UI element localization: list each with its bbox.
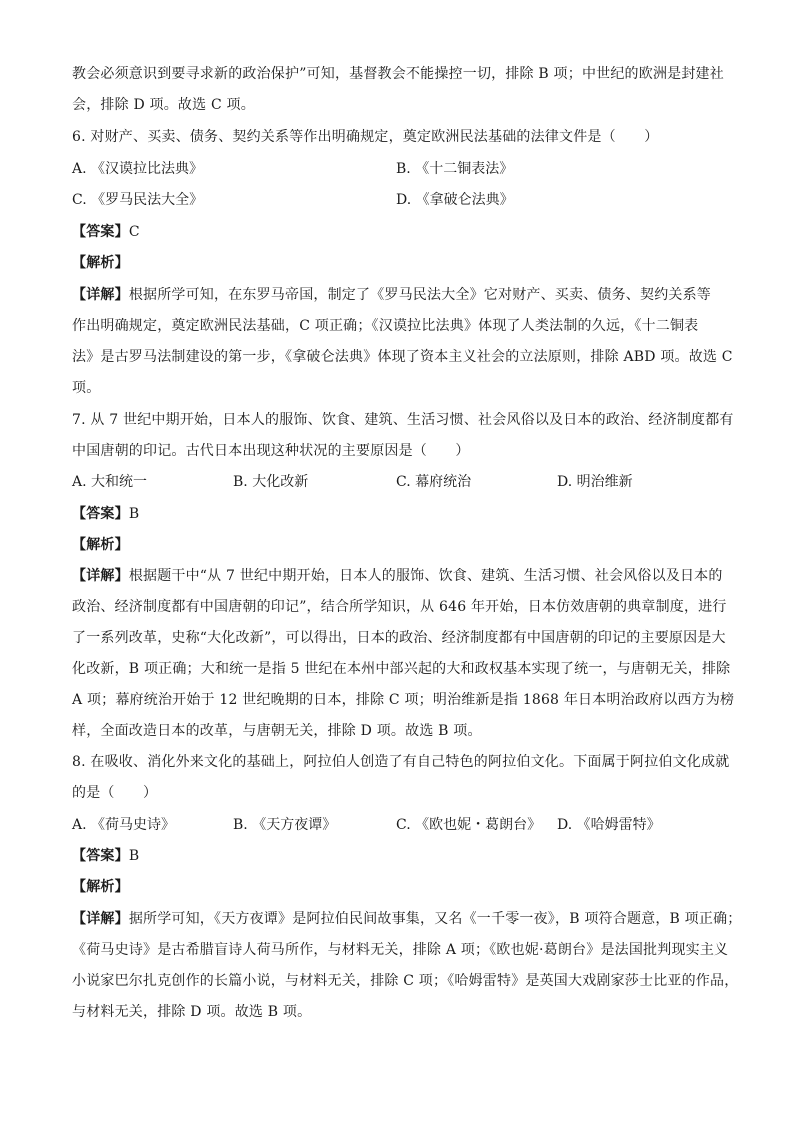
q6-option-b: B. 《十二铜表法》 [396,161,514,177]
q8-option-a: A. 《荷马史诗》 [72,817,176,833]
answer-value: B [128,848,140,864]
question-8-stem: 的是（ ） [72,785,158,801]
intro-line: 教会必须意识到要寻求新的政治保护”可知，基督教会不能操控一切，排除 B 项；中世纪的欧洲是封建社 [72,66,724,82]
question-6-stem: 6. 对财产、买卖、债务、契约关系等作出明确规定，奠定欧洲民法基础的法律文件是（ ） [72,129,659,145]
detail-tag: 【详解】 [72,287,129,303]
q8-analysis-heading [72,877,732,897]
q7-detail-line: 化改新，B 项正确；大和统一是指 5 世纪在本州中部兴起的大和政权基本实现了统一，与唐朝无关，排除 [72,661,731,677]
analysis-tag: 【解析】 [72,255,129,271]
q6-option-c: C. 《罗马民法大全》 [72,192,204,208]
q7-option-c: C. 幕府统治 [396,474,472,490]
q6-detail-line: 法》是古罗马法制建设的第一步，《拿破仑法典》体现了资本主义社会的立法原则，排除 ABD 项。故选 C [72,349,733,365]
q7-option-a: A. 大和统一 [72,474,148,490]
q6-detail-line: 作出明确规定，奠定欧洲民法基础，C 项正确；《汉谟拉比法典》体现了人类法制的久远，《十二铜表 [72,318,699,334]
question-7-stem: 7. 从 7 世纪中期开始，日本人的服饰、饮食、建筑、生活习惯、社会风俗以及日本的政治、经济制度都有 [72,412,734,428]
q7-detail-line: 政治、经济制度都有中国唐朝的印记”，结合所学知识，从 646 年开始，日本仿效唐朝的典章制度，进行 [72,599,727,615]
analysis-tag: 【解析】 [72,537,129,553]
q8-detail-line [72,909,742,929]
q8-detail-line: 与材料无关，排除 D 项。故选 B 项。 [72,1004,312,1020]
q8-option-c: C. 《欧也妮・葛朗台》 [396,817,542,833]
q6-detail-line [72,285,732,305]
q8-option-d: D. 《哈姆雷特》 [557,817,661,833]
answer-tag: 【答案】 [72,224,129,240]
detail-tag: 【详解】 [72,911,129,927]
q7-detail-line: 样，全面改造日本的改革，与唐朝无关，排除 D 项。故选 B 项。 [72,723,482,739]
detail-tag: 【详解】 [72,568,129,584]
q6-answer [72,222,732,242]
q7-analysis-heading [72,535,732,555]
answer-value: C [128,224,140,240]
analysis-tag: 【解析】 [72,879,129,895]
q7-detail-line: A 项；幕府统治开始于 12 世纪晚期的日本，排除 C 项；明治维新是指 1868 年日本明治政府以西方为榜 [72,692,735,708]
question-8-stem: 8. 在吸收、消化外来文化的基础上，阿拉伯人创造了有自己特色的阿拉伯文化。下面属于阿拉伯文化成就 [72,754,730,770]
q7-detail-line [72,566,732,586]
q8-detail-line: 小说家巴尔扎克创作的长篇小说，与材料无关，排除 C 项；《哈姆雷特》是英国大戏剧家莎士比亚的作品， [72,973,739,989]
q8-detail-line: 《荷马史诗》是古希腊盲诗人荷马所作，与材料无关，排除 A 项；《欧也妮·葛朗台》是法国批判现实主义 [72,942,729,958]
detail-text: 据所学可知，《天方夜谭》是阿拉伯民间故事集，又名《一千零一夜》，B 项符合题意，B 项正确； [128,911,742,927]
q8-answer [72,846,732,866]
q6-option-d: D. 《拿破仑法典》 [396,192,514,208]
intro-line: 会，排除 D 项。故选 C 项。 [72,97,255,113]
q7-answer [72,504,732,524]
q6-analysis-heading [72,253,732,273]
q7-option-d: D. 明治维新 [557,474,633,490]
answer-tag: 【答案】 [72,848,129,864]
answer-value: B [128,506,140,522]
detail-text: 根据题干中“从 7 世纪中期开始，日本人的服饰、饮食、建筑、生活习惯、社会风俗以及日本的 [128,568,723,584]
q7-option-b: B. 大化改新 [233,474,309,490]
question-7-stem: 中国唐朝的印记。古代日本出现这种状况的主要原因是（ ） [72,443,470,459]
q6-option-a: A. 《汉谟拉比法典》 [72,161,204,177]
detail-text: 根据所学可知，在东罗马帝国，制定了《罗马民法大全》它对财产、买卖、债务、契约关系等 [128,287,712,303]
answer-tag: 【答案】 [72,506,129,522]
q7-detail-line: 了一系列改革，史称“大化改新”，可以得出，日本的政治、经济制度都有中国唐朝的印记的主要原因是大 [72,630,726,646]
q6-detail-line: 项。 [72,380,101,396]
q8-option-b: B. 《天方夜谭》 [233,817,337,833]
